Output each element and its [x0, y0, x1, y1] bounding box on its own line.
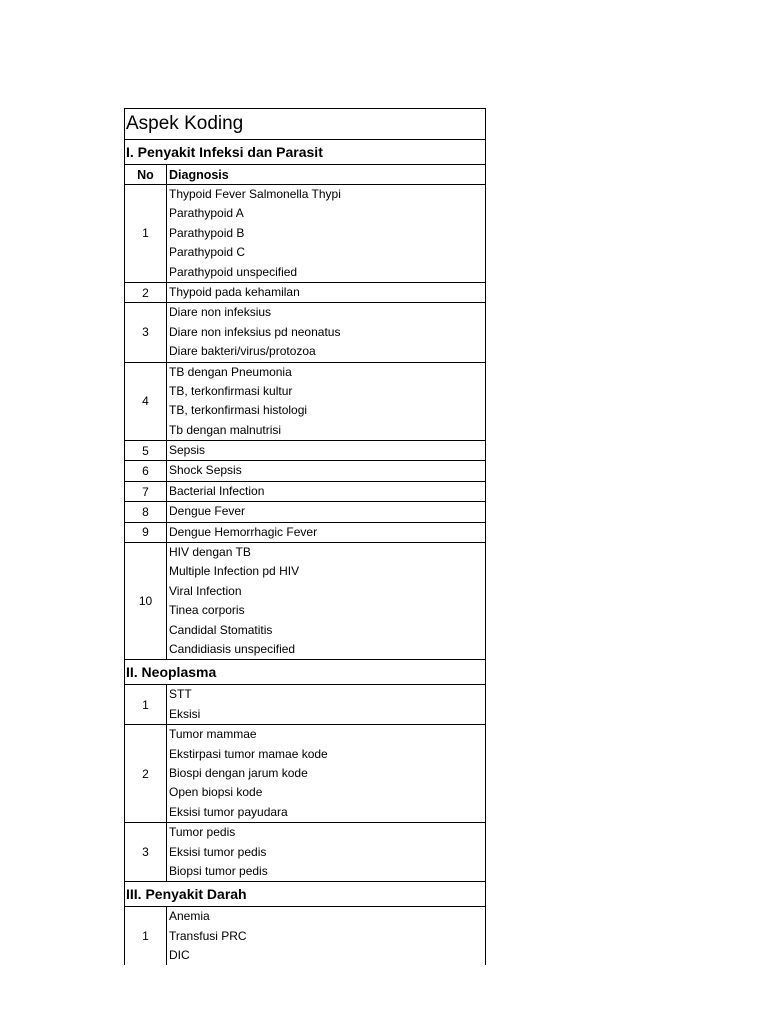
- column-header-no: No: [125, 165, 167, 184]
- diagnosis-item: Anemia: [169, 909, 210, 924]
- column-header-diagnosis: Diagnosis: [169, 167, 229, 182]
- diagnosis-item: Parathypoid unspecified: [169, 264, 298, 279]
- group-number: 4: [125, 363, 167, 441]
- group-diagnoses: [167, 185, 485, 282]
- group-diagnoses: [167, 823, 485, 881]
- diagnosis-group: [124, 184, 486, 282]
- diagnosis-group: [124, 440, 486, 460]
- diagnosis-item: Shock Sepsis: [169, 463, 242, 478]
- diagnosis-group: [124, 906, 486, 965]
- diagnosis-item: TB dengan Pneumonia: [169, 364, 292, 379]
- diagnosis-item: Tinea corporis: [169, 603, 245, 618]
- diagnosis-item: Transfusi PRC: [169, 928, 247, 943]
- diagnosis-item: Diare non infeksius: [169, 305, 272, 320]
- diagnosis-item: Eksisi tumor pedis: [169, 844, 267, 859]
- diagnosis-item: Viral Infection: [169, 583, 242, 598]
- section-header-row: [124, 139, 486, 164]
- diagnosis-item: Parathypoid C: [169, 245, 246, 260]
- diagnosis-group: [124, 362, 486, 441]
- section-header-row: [124, 881, 486, 906]
- diagnosis-item: Multiple Infection pd HIV: [169, 564, 300, 579]
- group-number: 9: [125, 523, 167, 542]
- diagnosis-item: Open biopsi kode: [169, 785, 263, 800]
- group-number: 3: [125, 823, 167, 881]
- group-diagnoses: [167, 363, 485, 441]
- diagnosis-item: Dengue Hemorrhagic Fever: [169, 524, 318, 539]
- group-number: 5: [125, 441, 167, 460]
- group-number: 1: [125, 185, 167, 282]
- diagnosis-item: Biopsi tumor pedis: [169, 863, 268, 878]
- group-number: 1: [125, 907, 167, 965]
- diagnosis-item: Thypoid Fever Salmonella Thypi: [169, 187, 341, 201]
- group-diagnoses: [167, 441, 485, 460]
- group-diagnoses: [167, 461, 485, 480]
- group-diagnoses: [167, 523, 485, 542]
- table-body: [124, 139, 486, 965]
- diagnosis-item: Thypoid pada kehamilan: [169, 284, 300, 299]
- diagnosis-group: [124, 684, 486, 724]
- group-number: 3: [125, 303, 167, 361]
- diagnosis-item: Candidal Stomatitis: [169, 622, 273, 637]
- diagnosis-item: TB, terkonfirmasi histologi: [169, 403, 308, 418]
- diagnosis-item: TB, terkonfirmasi kultur: [169, 383, 293, 398]
- group-diagnoses: [167, 482, 485, 501]
- document-title: Aspek Koding: [126, 113, 244, 134]
- group-number: 10: [125, 543, 167, 659]
- group-diagnoses: [167, 303, 485, 361]
- group-diagnoses: [167, 907, 485, 965]
- diagnosis-group: [124, 522, 486, 542]
- group-number: 8: [125, 502, 167, 521]
- section-title: I. Penyakit Infeksi dan Parasit: [126, 144, 323, 160]
- coding-table: [124, 108, 486, 965]
- group-diagnoses: [167, 502, 485, 521]
- group-number: 7: [125, 482, 167, 501]
- group-diagnoses: [167, 725, 485, 822]
- title-row: [124, 108, 486, 139]
- diagnosis-item: Tumor mammae: [169, 727, 257, 742]
- diagnosis-item: Parathypoid B: [169, 225, 245, 240]
- diagnosis-item: Eksisi: [169, 706, 201, 721]
- diagnosis-item: Candidiasis unspecified: [169, 641, 296, 656]
- section-title: III. Penyakit Darah: [126, 886, 247, 903]
- group-diagnoses: [167, 543, 485, 659]
- column-header-row: [124, 164, 486, 184]
- diagnosis-group: [124, 302, 486, 361]
- diagnosis-group: [124, 542, 486, 659]
- group-number: 2: [125, 725, 167, 822]
- diagnosis-item: Parathypoid A: [169, 206, 244, 221]
- diagnosis-group: [124, 724, 486, 822]
- diagnosis-item: Bacterial Infection: [169, 483, 265, 498]
- section-title: II. Neoplasma: [126, 664, 217, 681]
- diagnosis-group: [124, 481, 486, 501]
- diagnosis-item: Tb dengan malnutrisi: [169, 422, 282, 437]
- diagnosis-item: Ekstirpasi tumor mamae kode: [169, 746, 328, 761]
- diagnosis-item: Eksisi tumor payudara: [169, 804, 288, 819]
- diagnosis-item: Tumor pedis: [169, 825, 236, 840]
- diagnosis-item: Diare non infeksius pd neonatus: [169, 324, 341, 339]
- diagnosis-item: Dengue Fever: [169, 504, 246, 519]
- group-number: 1: [125, 685, 167, 724]
- diagnosis-item: Biospi dengan jarum kode: [169, 765, 308, 780]
- group-diagnoses: [167, 685, 485, 724]
- section-header-row: [124, 659, 486, 684]
- diagnosis-group: [124, 822, 486, 881]
- diagnosis-item: STT: [169, 687, 192, 702]
- diagnosis-group: [124, 460, 486, 480]
- group-diagnoses: [167, 283, 485, 302]
- diagnosis-item: HIV dengan TB: [169, 545, 251, 560]
- diagnosis-group: [124, 501, 486, 521]
- diagnosis-item: Diare bakteri/virus/protozoa: [169, 344, 316, 359]
- group-number: 6: [125, 461, 167, 480]
- diagnosis-group: [124, 282, 486, 302]
- diagnosis-item: Sepsis: [169, 443, 206, 458]
- group-number: 2: [125, 283, 167, 302]
- diagnosis-item: DIC: [169, 948, 190, 963]
